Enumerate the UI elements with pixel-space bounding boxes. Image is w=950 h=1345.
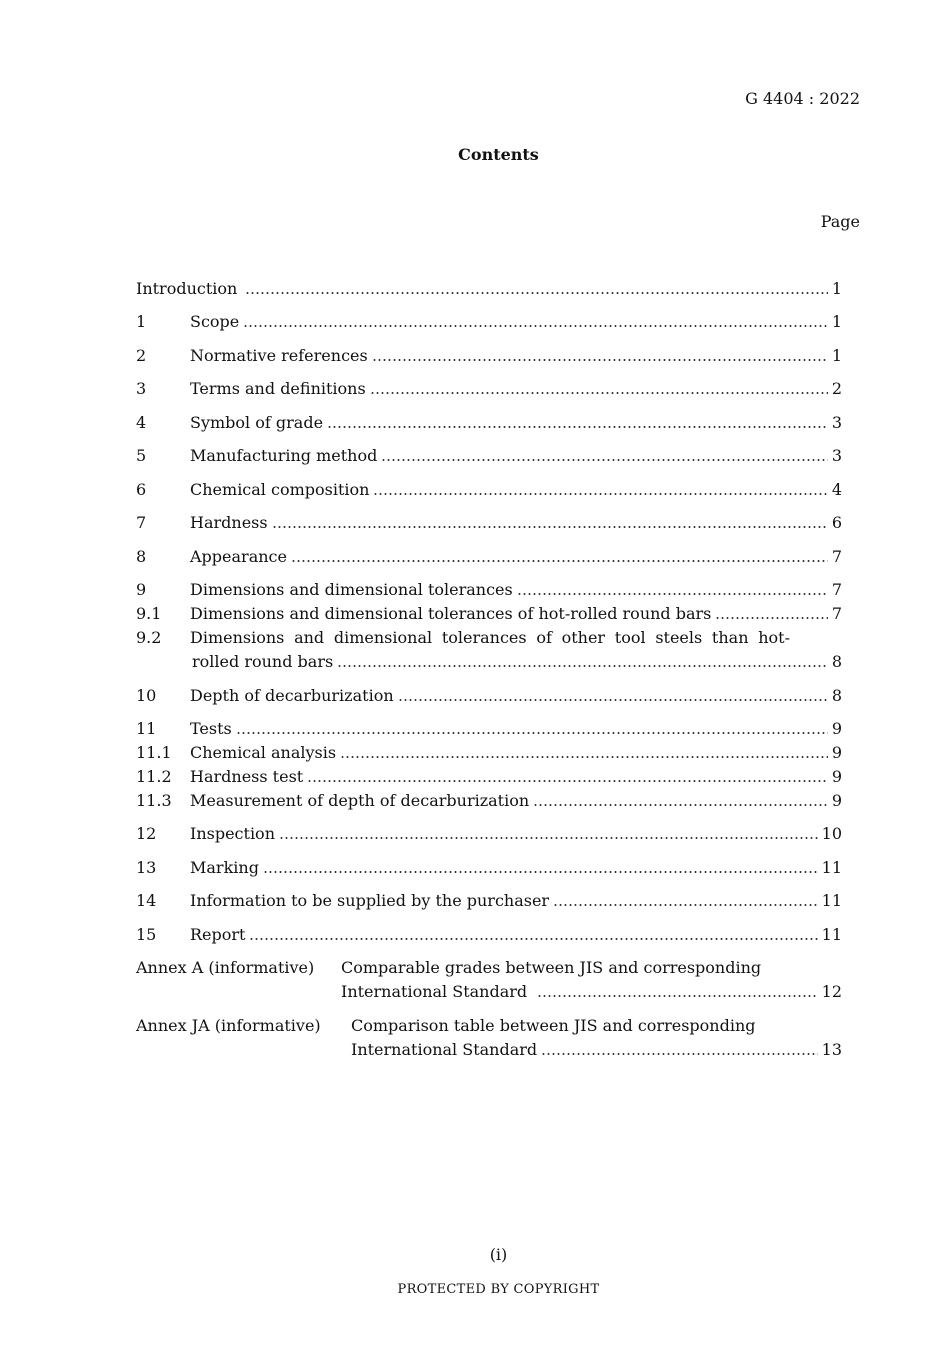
toc-entry-text: rolled round bars: [192, 652, 334, 671]
toc-entry-annex-a-line2[interactable]: [341, 981, 842, 1003]
toc-entry-number: 10: [136, 686, 157, 705]
toc-entry-manufacturing-method[interactable]: [190, 445, 842, 467]
toc-entry-report[interactable]: [190, 924, 842, 946]
dot-leader: [553, 895, 818, 907]
toc-entry-text: Marking: [190, 858, 259, 877]
toc-entry-number: 2: [136, 346, 147, 365]
dot-leader: [340, 747, 828, 759]
toc-entry-number: 11.1: [136, 743, 172, 762]
toc-entry-dimensions-other-line1[interactable]: [190, 627, 790, 649]
toc-entry-scope[interactable]: [190, 311, 842, 333]
toc-entry-measurement-decarburization[interactable]: [190, 790, 842, 812]
dot-leader: [245, 283, 827, 295]
toc-entry-introduction[interactable]: [136, 278, 842, 300]
toc-entry-page: 12: [821, 982, 842, 1001]
toc-entry-text: International Standard: [341, 982, 528, 1001]
toc-entry-number: 3: [136, 379, 147, 398]
toc-entry-text: Normative references: [190, 346, 368, 365]
page-number: (i): [489, 1245, 508, 1264]
toc-entry-page: 4: [831, 480, 842, 499]
toc-entry-text: Symbol of grade: [190, 413, 324, 432]
dot-leader: [537, 986, 817, 998]
toc-entry-dimensions-hot-rolled[interactable]: [190, 603, 842, 625]
toc-entry-page: 7: [831, 580, 842, 599]
toc-entry-number: 11: [136, 719, 157, 738]
toc-entry-text: Inspection: [190, 824, 275, 843]
page-title: Contents: [458, 145, 539, 164]
toc-entry-page: 1: [831, 346, 842, 365]
toc-entry-text: Tests: [190, 719, 232, 738]
toc-entry-information-purchaser[interactable]: [190, 890, 842, 912]
toc-entry-number: 11.3: [136, 791, 172, 810]
toc-entry-page: 11: [821, 891, 842, 910]
toc-entry-chemical-analysis[interactable]: [190, 742, 842, 764]
toc-entry-text: Dimensions and dimensional tolerances of other tool steels than hot-: [190, 628, 790, 647]
toc-entry-page: 10: [821, 824, 842, 843]
toc-entry-marking[interactable]: [190, 857, 842, 879]
toc-entry-text: Information to be supplied by the purchaser: [190, 891, 550, 910]
dot-leader: [272, 517, 828, 529]
toc-entry-annex-a-line1[interactable]: [341, 957, 842, 979]
toc-entry-number: 9.1: [136, 604, 162, 623]
toc-entry-number: 8: [136, 547, 147, 566]
dot-leader: [236, 723, 828, 735]
dot-leader: [372, 350, 828, 362]
toc-entry-number: 4: [136, 413, 147, 432]
toc-entry-text: Appearance: [190, 547, 287, 566]
dot-leader: [279, 828, 818, 840]
toc-entry-text: Dimensions and dimensional tolerances: [190, 580, 513, 599]
toc-entry-terms-and-definitions[interactable]: [190, 378, 842, 400]
toc-entry-chemical-composition[interactable]: [190, 479, 842, 501]
toc-entry-text: Manufacturing method: [190, 446, 378, 465]
toc-entry-annex-ja-line2[interactable]: [351, 1039, 842, 1061]
toc-entry-page: 3: [831, 413, 842, 432]
dot-leader: [243, 316, 828, 328]
document-number: G 4404 : 2022: [745, 89, 860, 108]
toc-entry-number: 6: [136, 480, 147, 499]
toc-entry-page: 9: [831, 791, 842, 810]
toc-entry-number: 11.2: [136, 767, 172, 786]
toc-entry-page: 6: [831, 513, 842, 532]
toc-entry-text: Hardness test: [190, 767, 304, 786]
toc-entry-page: 11: [821, 925, 842, 944]
dot-leader: [307, 771, 828, 783]
toc-entry-text: Comparison table between JIS and corresponding: [351, 1016, 756, 1035]
toc-entry-text: Hardness: [190, 513, 268, 532]
toc-entry-page: 7: [831, 604, 842, 623]
toc-entry-appearance[interactable]: [190, 546, 842, 568]
toc-entry-number: 15: [136, 925, 157, 944]
toc-entry-page: 9: [831, 767, 842, 786]
dot-leader: [263, 862, 818, 874]
toc-entry-normative-references[interactable]: [190, 345, 842, 367]
toc-entry-page: 2: [831, 379, 842, 398]
dot-leader: [381, 450, 827, 462]
dot-leader: [327, 417, 828, 429]
toc-entry-text: Depth of decarburization: [190, 686, 394, 705]
copyright-notice: PROTECTED BY COPYRIGHT: [397, 1282, 600, 1297]
dot-leader: [370, 383, 828, 395]
annex-a-label: Annex A (informative): [136, 958, 315, 977]
toc-entry-text: Introduction: [136, 279, 238, 298]
toc-entry-dimensions[interactable]: [190, 579, 842, 601]
toc-entry-tests[interactable]: [190, 718, 842, 740]
dot-leader: [715, 608, 827, 620]
toc-entry-text: Terms and definitions: [190, 379, 366, 398]
toc-entry-page: 1: [831, 312, 842, 331]
toc-entry-page: 1: [831, 279, 842, 298]
toc-entry-number: 5: [136, 446, 147, 465]
page-column-label: Page: [820, 212, 860, 231]
toc-entry-text: Comparable grades between JIS and corresponding: [341, 958, 762, 977]
dot-leader: [337, 656, 828, 668]
toc-entry-text: Scope: [190, 312, 240, 331]
toc-entry-hardness-test[interactable]: [190, 766, 842, 788]
toc-entry-page: 11: [821, 858, 842, 877]
toc-entry-text: International Standard: [351, 1040, 538, 1059]
toc-entry-number: 13: [136, 858, 157, 877]
toc-entry-page: 9: [831, 719, 842, 738]
toc-entry-number: 14: [136, 891, 157, 910]
toc-entry-text: Report: [190, 925, 246, 944]
toc-entry-symbol-of-grade[interactable]: [190, 412, 842, 434]
toc-entry-number: 7: [136, 513, 147, 532]
toc-entry-number: 1: [136, 312, 147, 331]
dot-leader: [249, 929, 817, 941]
annex-ja-label: Annex JA (informative): [136, 1016, 321, 1035]
toc-entry-page: 9: [831, 743, 842, 762]
toc-entry-page: 7: [831, 547, 842, 566]
toc-entry-page: 13: [821, 1040, 842, 1059]
toc-entry-page: 8: [831, 686, 842, 705]
toc-entry-dimensions-other-line2[interactable]: [192, 651, 842, 673]
toc-entry-page: 8: [831, 652, 842, 671]
toc-entry-text: Dimensions and dimensional tolerances of hot-rolled round bars: [190, 604, 712, 623]
dot-leader: [533, 795, 828, 807]
dot-leader: [541, 1044, 817, 1056]
toc-entry-text: Chemical composition: [190, 480, 370, 499]
toc-entry-inspection[interactable]: [190, 823, 842, 845]
toc-entry-text: Measurement of depth of decarburization: [190, 791, 530, 810]
dot-leader: [291, 551, 828, 563]
dot-leader: [398, 690, 828, 702]
toc-entry-hardness[interactable]: [190, 512, 842, 534]
dot-leader: [373, 484, 827, 496]
dot-leader: [517, 584, 828, 596]
toc-entry-number: 12: [136, 824, 157, 843]
toc-entry-annex-ja-line1[interactable]: [351, 1015, 842, 1037]
toc-entry-number: 9: [136, 580, 147, 599]
toc-entry-page: 3: [831, 446, 842, 465]
toc-entry-number: 9.2: [136, 628, 162, 647]
toc-entry-text: Chemical analysis: [190, 743, 337, 762]
toc-entry-depth-of-decarburization[interactable]: [190, 685, 842, 707]
